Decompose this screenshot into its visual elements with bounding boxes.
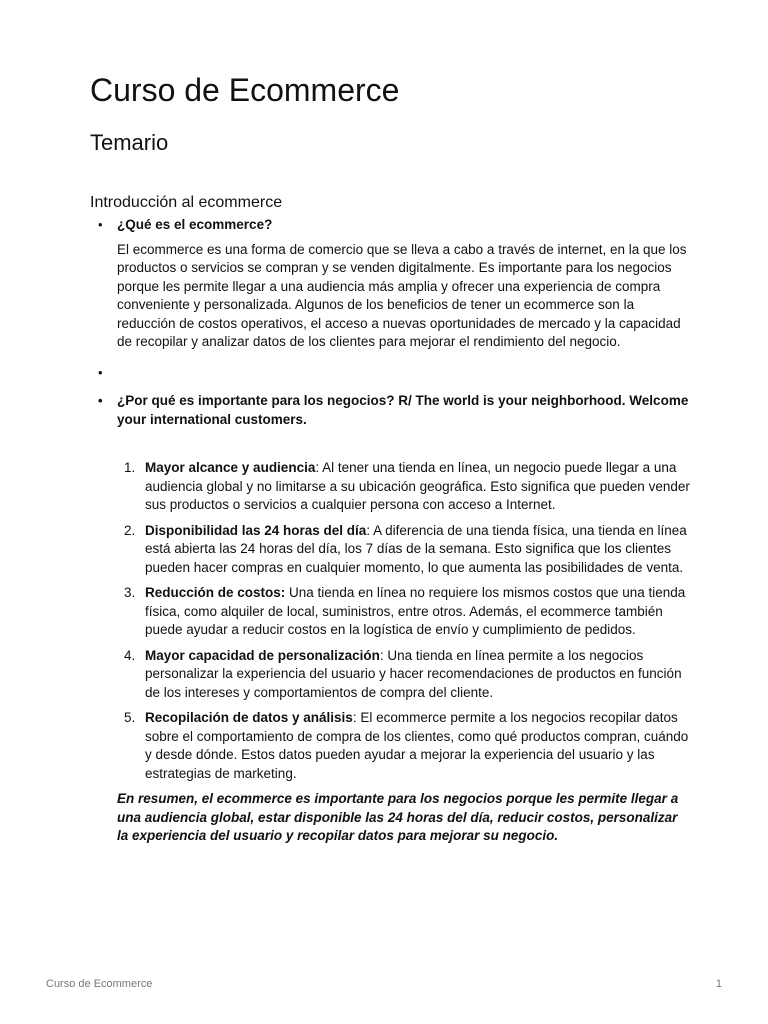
reason-text: : A diferencia de una tienda física, una tienda en línea está abierta las 24 horas del día, los 7 días de la semana. Esto significa que los clientes pueden hacer compras en cualquier momento, lo que aumenta las posibilidades de venta. xyxy=(145,522,687,575)
reason-text: : Al tener una tienda en línea, un negocio puede llegar a una audiencia global y no limitarse a su ubicación geográfica. Esto significa que pueden vender sus productos o servicios a cualquier persona con acceso a Internet. xyxy=(145,460,690,512)
bullet-item-empty xyxy=(90,364,690,383)
reason-number: 3. xyxy=(124,585,136,600)
section-heading: Introducción al ecommerce xyxy=(90,194,283,211)
reason-text: Una tienda en línea no requiere los mismos costos que una tienda física, como alquiler de local, suministros, entre otros. Además, el ecommerce también puede ayudar a reducir costos en la logística de envío y cumplimiento de pedidos. xyxy=(145,585,686,637)
bullet-list xyxy=(90,216,690,235)
footer-title: Curso de Ecommerce xyxy=(46,978,153,990)
reason-term: Reducción de costos: xyxy=(145,585,286,600)
reason-item xyxy=(90,584,690,640)
reason-item xyxy=(90,459,690,515)
footer-page-number: 1 xyxy=(715,978,722,990)
reason-text: : El ecommerce permite a los negocios recopilar datos sobre el comportamiento de compra de los clientes, como qué productos compran, cuándo y desde dónde. Estos datos pueden ayudar a mejorar la experiencia del usuario y las estrategias de marketing. xyxy=(145,710,689,781)
bullet-list-2 xyxy=(90,364,690,430)
bullet-item-why-important: • ¿Por qué es importante para los negocios? R/ The world is your neighborhood. Welcome your international customers. xyxy=(90,392,690,429)
reason-number: 4. xyxy=(124,647,136,663)
reason-item xyxy=(90,709,690,783)
reason-text: : Una tienda en línea permite a los negocios personalizar la experiencia del usuario y hacer recomendaciones de productos en función de los intereses y comportamientos de compra del cliente. xyxy=(145,647,682,700)
reason-term: Mayor alcance y audiencia xyxy=(145,460,316,475)
summary-paragraph: En resumen, el ecommerce es importante para los negocios porque les permite llegar a una audiencia global, estar disponible las 24 horas del día, reducir costos, personalizar la experiencia del usuario y recopilar datos para mejorar su negocio. xyxy=(117,791,679,843)
document-title: Curso de Ecommerce xyxy=(90,72,400,108)
reason-item xyxy=(90,647,690,703)
reason-number: 2. xyxy=(124,522,136,538)
reason-term: Recopilación de datos y análisis xyxy=(145,710,353,725)
bullet-item-what-is xyxy=(90,216,690,235)
reason-number: 1. xyxy=(124,460,136,475)
reason-term: Disponibilidad las 24 horas del día xyxy=(145,522,367,538)
reason-term: Mayor capacidad de personalización xyxy=(145,647,380,663)
definition-paragraph: El ecommerce es una forma de comercio que se lleva a cabo a través de internet, en la que los productos o servicios se compran y se venden digitalmente. Es importante para los negocios porque les permite llegar a una audiencia más amplia y ofrecer una experiencia de compra conveniente y personalizada. Algunos de los beneficios de tener un ecommerce son la reducción de costos operativos, el acceso a nuevas oportunidades de mercado y la capacidad de recopilar y analizar datos de los clientes para mejorar el rendimiento del negocio. xyxy=(117,241,687,349)
bullet-question: ¿Qué es el ecommerce? xyxy=(117,217,273,232)
reason-item xyxy=(90,522,690,578)
reason-number: 5. xyxy=(124,710,136,725)
document-subtitle: Temario xyxy=(90,130,169,155)
reasons-list xyxy=(90,459,690,783)
page-content xyxy=(90,70,690,846)
